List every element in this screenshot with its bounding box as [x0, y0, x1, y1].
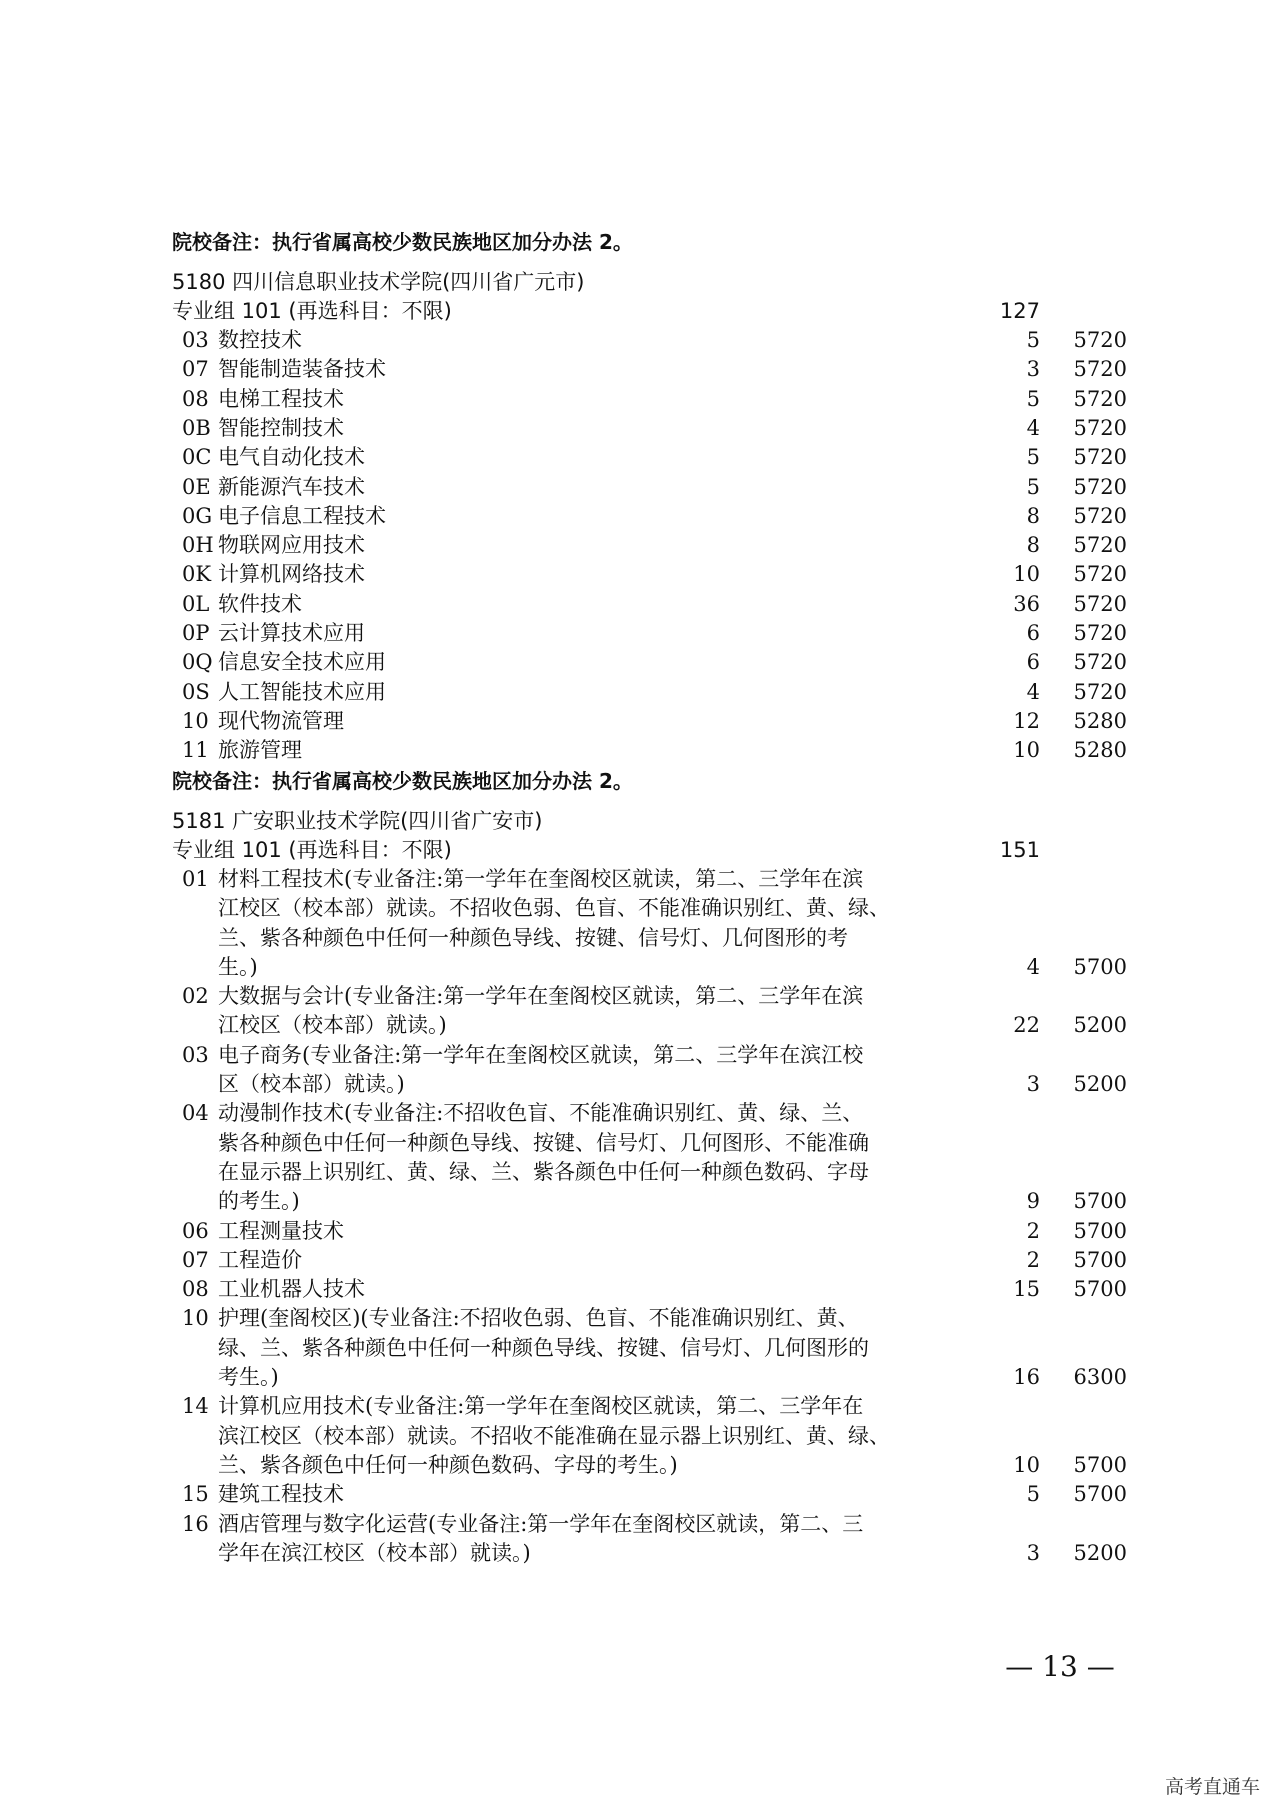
major-name: 旅游管理 [218, 738, 302, 762]
major-code: 0B [182, 416, 211, 440]
major-plan-count: 10 [1013, 738, 1040, 762]
major-row [172, 414, 1132, 443]
major-name: 软件技术 [218, 592, 302, 616]
major-tuition: 5200 [1073, 1013, 1127, 1037]
major-name: 工程测量技术 [218, 1219, 344, 1243]
major-row-continuation [172, 953, 1132, 982]
major-row-continuation [172, 1129, 1132, 1158]
major-tuition: 6300 [1073, 1365, 1127, 1389]
major-code: 0G [182, 504, 213, 528]
major-code: 03 [182, 1043, 209, 1067]
major-tuition: 5720 [1073, 533, 1127, 557]
major-note-text: 考生。) [218, 1365, 279, 1389]
major-row-continuation [172, 1539, 1132, 1568]
major-code: 07 [182, 1248, 209, 1272]
major-tuition: 5700 [1073, 1277, 1127, 1301]
major-plan-count: 6 [1026, 650, 1040, 674]
major-tuition: 5200 [1073, 1541, 1127, 1565]
major-row [172, 865, 1132, 894]
major-row [172, 1041, 1132, 1070]
major-plan-count: 36 [1013, 592, 1040, 616]
major-plan-count: 3 [1026, 1072, 1040, 1096]
major-name: 智能制造装备技术 [218, 357, 386, 381]
major-code: 08 [182, 387, 209, 411]
major-name: 电子信息工程技术 [218, 504, 386, 528]
major-tuition: 5720 [1073, 357, 1127, 381]
major-name: 酒店管理与数字化运营(专业备注:第一学年在奎阁校区就读，第二、三 [218, 1512, 864, 1536]
major-row-continuation [172, 1187, 1132, 1216]
major-name: 智能控制技术 [218, 416, 344, 440]
major-row [172, 982, 1132, 1011]
major-tuition: 5280 [1073, 738, 1127, 762]
major-note-text: 区（校本部）就读。) [218, 1072, 405, 1096]
major-tuition: 5720 [1073, 475, 1127, 499]
major-plan-count: 4 [1026, 955, 1040, 979]
major-name: 电气自动化技术 [218, 445, 365, 469]
major-plan-count: 16 [1013, 1365, 1040, 1389]
major-group-header [172, 836, 1132, 865]
major-tuition: 5720 [1073, 416, 1127, 440]
major-row-continuation [172, 1334, 1132, 1363]
major-name: 计算机应用技术(专业备注:第一学年在奎阁校区就读，第二、三学年在 [218, 1394, 864, 1418]
major-plan-count: 6 [1026, 621, 1040, 645]
school-title: 5181 广安职业技术学院(四川省广安市) [172, 809, 543, 833]
major-row [172, 326, 1132, 355]
major-plan-count: 9 [1026, 1189, 1040, 1213]
major-code: 08 [182, 1277, 209, 1301]
major-plan-count: 2 [1026, 1248, 1040, 1272]
major-tuition: 5700 [1073, 1453, 1127, 1477]
major-row [172, 502, 1132, 531]
major-row [172, 736, 1132, 765]
major-name: 动漫制作技术(专业备注:不招收色盲、不能准确识别红、黄、绿、兰、 [218, 1101, 864, 1125]
major-row-continuation [172, 1158, 1132, 1187]
major-group-label: 专业组 101 (再选科目：不限) [172, 838, 452, 862]
major-note-text: 兰、紫各颜色中任何一种颜色数码、字母的考生。) [218, 1453, 678, 1477]
major-row [172, 1246, 1132, 1275]
major-row [172, 1392, 1132, 1421]
major-tuition: 5720 [1073, 562, 1127, 586]
major-plan-count: 8 [1026, 533, 1040, 557]
major-plan-count: 5 [1026, 475, 1040, 499]
major-tuition: 5700 [1073, 955, 1127, 979]
major-plan-count: 3 [1026, 357, 1040, 381]
major-tuition: 5720 [1073, 387, 1127, 411]
major-row [172, 531, 1132, 560]
major-plan-count: 12 [1013, 709, 1040, 733]
major-plan-count: 2 [1026, 1219, 1040, 1243]
major-tuition: 5720 [1073, 650, 1127, 674]
major-tuition: 5700 [1073, 1189, 1127, 1213]
page-number: — 13 — [1005, 1650, 1115, 1683]
major-code: 16 [182, 1512, 209, 1536]
major-tuition: 5700 [1073, 1248, 1127, 1272]
major-note-text: 紫各种颜色中任何一种颜色导线、按键、信号灯、几何图形、不能准确 [218, 1131, 869, 1155]
top-school-remark: 院校备注：执行省属高校少数民族地区加分办法 2。 [172, 230, 633, 254]
major-code: 0Q [182, 650, 213, 674]
major-tuition: 5720 [1073, 621, 1127, 645]
group-plan-count: 151 [999, 838, 1040, 862]
major-name: 工业机器人技术 [218, 1277, 365, 1301]
major-tuition: 5700 [1073, 1219, 1127, 1243]
major-group-label: 专业组 101 (再选科目：不限) [172, 299, 452, 323]
major-code: 0L [182, 592, 210, 616]
major-name: 人工智能技术应用 [218, 680, 386, 704]
major-note-text: 滨江校区（校本部）就读。不招收不能准确在显示器上识别红、黄、绿、 [218, 1424, 890, 1448]
major-name: 计算机网络技术 [218, 562, 365, 586]
major-row-continuation [172, 1451, 1132, 1480]
major-name: 电梯工程技术 [218, 387, 344, 411]
major-name: 工程造价 [218, 1248, 302, 1272]
major-row [172, 619, 1132, 648]
major-note-text: 江校区（校本部）就读。) [218, 1013, 447, 1037]
group-plan-count: 127 [999, 299, 1040, 323]
major-tuition: 5720 [1073, 504, 1127, 528]
major-row [172, 385, 1132, 414]
major-plan-count: 8 [1026, 504, 1040, 528]
major-plan-count: 15 [1013, 1277, 1040, 1301]
watermark: 高考直通车 [1164, 1776, 1260, 1798]
school1-remark: 院校备注：执行省属高校少数民族地区加分办法 2。 [172, 769, 633, 793]
major-code: 0H [182, 533, 214, 557]
major-row [172, 1217, 1132, 1246]
major-plan-count: 10 [1013, 562, 1040, 586]
major-row [172, 1099, 1132, 1128]
major-code: 10 [182, 709, 209, 733]
major-group-header [172, 297, 1132, 326]
major-code: 14 [182, 1394, 209, 1418]
major-row [172, 355, 1132, 384]
major-code: 0K [182, 562, 212, 586]
major-row [172, 590, 1132, 619]
major-tuition: 5280 [1073, 709, 1127, 733]
major-code: 07 [182, 357, 209, 381]
major-name: 物联网应用技术 [218, 533, 365, 557]
major-name: 材料工程技术(专业备注:第一学年在奎阁校区就读，第二、三学年在滨 [218, 867, 864, 891]
major-note-text: 生。) [218, 955, 258, 979]
major-tuition: 5720 [1073, 680, 1127, 704]
major-plan-count: 5 [1026, 1482, 1040, 1506]
major-name: 现代物流管理 [218, 709, 344, 733]
major-plan-count: 10 [1013, 1453, 1040, 1477]
major-tuition: 5720 [1073, 328, 1127, 352]
major-row-continuation [172, 924, 1132, 953]
major-name: 建筑工程技术 [218, 1482, 344, 1506]
major-row-continuation [172, 894, 1132, 923]
school-title: 5180 四川信息职业技术学院(四川省广元市) [172, 270, 585, 294]
major-plan-count: 3 [1026, 1541, 1040, 1565]
major-row-continuation [172, 1363, 1132, 1392]
major-row [172, 648, 1132, 677]
major-note-text: 的考生。) [218, 1189, 300, 1213]
major-code: 03 [182, 328, 209, 352]
major-row-continuation [172, 1011, 1132, 1040]
major-tuition: 5720 [1073, 592, 1127, 616]
major-row-continuation [172, 1070, 1132, 1099]
major-plan-count: 5 [1026, 328, 1040, 352]
major-name: 电子商务(专业备注:第一学年在奎阁校区就读，第二、三学年在滨江校 [218, 1043, 864, 1067]
major-row [172, 707, 1132, 736]
major-row [172, 1480, 1132, 1509]
major-code: 06 [182, 1219, 209, 1243]
major-code: 11 [182, 738, 209, 762]
major-code: 10 [182, 1306, 209, 1330]
major-row [172, 473, 1132, 502]
major-note-text: 江校区（校本部）就读。不招收色弱、色盲、不能准确识别红、黄、绿、 [218, 896, 890, 920]
major-code: 04 [182, 1101, 209, 1125]
major-row [172, 560, 1132, 589]
major-code: 01 [182, 867, 209, 891]
major-plan-count: 5 [1026, 387, 1040, 411]
major-tuition: 5700 [1073, 1482, 1127, 1506]
major-name: 大数据与会计(专业备注:第一学年在奎阁校区就读，第二、三学年在滨 [218, 984, 864, 1008]
major-row [172, 443, 1132, 472]
major-row [172, 1275, 1132, 1304]
major-code: 0S [182, 680, 210, 704]
major-code: 02 [182, 984, 209, 1008]
major-note-text: 在显示器上识别红、黄、绿、兰、紫各颜色中任何一种颜色数码、字母 [218, 1160, 869, 1184]
major-plan-count: 5 [1026, 445, 1040, 469]
major-tuition: 5720 [1073, 445, 1127, 469]
major-name: 云计算技术应用 [218, 621, 365, 645]
major-row [172, 1304, 1132, 1333]
major-note-text: 绿、兰、紫各种颜色中任何一种颜色导线、按键、信号灯、几何图形的 [218, 1336, 869, 1360]
major-code: 0P [182, 621, 210, 645]
major-code: 0C [182, 445, 212, 469]
major-plan-count: 4 [1026, 680, 1040, 704]
major-plan-count: 22 [1013, 1013, 1040, 1037]
major-plan-count: 4 [1026, 416, 1040, 440]
major-row-continuation [172, 1422, 1132, 1451]
major-note-text: 兰、紫各种颜色中任何一种颜色导线、按键、信号灯、几何图形的考 [218, 926, 848, 950]
major-note-text: 学年在滨江校区（校本部）就读。) [218, 1541, 531, 1565]
major-name: 护理(奎阁校区)(专业备注:不招收色弱、色盲、不能准确识别红、黄、 [218, 1306, 859, 1330]
major-name: 信息安全技术应用 [218, 650, 386, 674]
major-code: 15 [182, 1482, 209, 1506]
major-code: 0E [182, 475, 211, 499]
major-row [172, 1510, 1132, 1539]
major-name: 新能源汽车技术 [218, 475, 365, 499]
major-tuition: 5200 [1073, 1072, 1127, 1096]
major-name: 数控技术 [218, 328, 302, 352]
major-row [172, 678, 1132, 707]
